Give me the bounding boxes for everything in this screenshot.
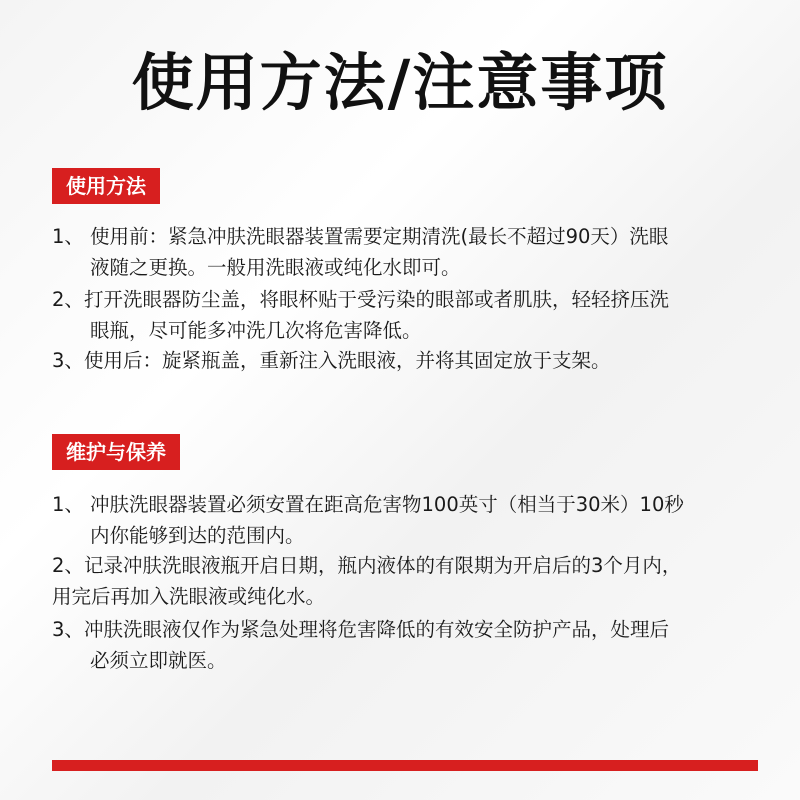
item-number: 2、 bbox=[52, 554, 84, 577]
list-item bbox=[52, 489, 772, 551]
item-text-line1: 打开洗眼器防尘盖，将眼杯贴于受污染的眼部或者肌肤，轻轻挤压洗 bbox=[84, 288, 670, 311]
item-text-line2: 用完后再加入洗眼液或纯化水。 bbox=[52, 585, 326, 608]
item-number: 3、 bbox=[52, 349, 84, 372]
item-text-line1: 使用后：旋紧瓶盖，重新注入洗眼液，并将其固定放于支架。 bbox=[84, 349, 611, 372]
item-text-line1: 记录冲肤洗眼液瓶开启日期，瓶内液体的有限期为开启后的3个月内， bbox=[84, 554, 682, 577]
page-title: 使用方法/注意事项 bbox=[131, 46, 669, 119]
item-text-line1: 冲肤洗眼器装置必须安置在距高危害物100英寸（相当于30米）10秒 bbox=[90, 493, 684, 516]
list-item bbox=[52, 614, 772, 676]
item-text-line2: 液随之更换。一般用洗眼液或纯化水即可。 bbox=[90, 256, 461, 279]
item-number: 1、 bbox=[52, 225, 84, 248]
item-number: 3、 bbox=[52, 618, 84, 641]
list-item bbox=[52, 284, 772, 346]
list-item bbox=[52, 345, 772, 376]
list-item bbox=[52, 550, 772, 612]
item-text-line1: 使用前：紧急冲肤洗眼器装置需要定期清洗(最长不超过90天）洗眼 bbox=[90, 225, 669, 248]
section-tag-usage: 使用方法 bbox=[52, 168, 160, 204]
item-text-line2: 眼瓶，尽可能多冲洗几次将危害降低。 bbox=[90, 319, 422, 342]
item-text-line1: 冲肤洗眼液仅作为紧急处理将危害降低的有效安全防护产品，处理后 bbox=[84, 618, 670, 641]
item-number: 2、 bbox=[52, 288, 84, 311]
item-text-line2: 必须立即就医。 bbox=[90, 649, 227, 672]
section-tag-maintenance: 维护与保养 bbox=[52, 434, 180, 470]
item-number: 1、 bbox=[52, 493, 84, 516]
item-text-line2: 内你能够到达的范围内。 bbox=[90, 524, 305, 547]
list-item bbox=[52, 221, 772, 283]
bottom-accent-bar bbox=[52, 760, 758, 771]
